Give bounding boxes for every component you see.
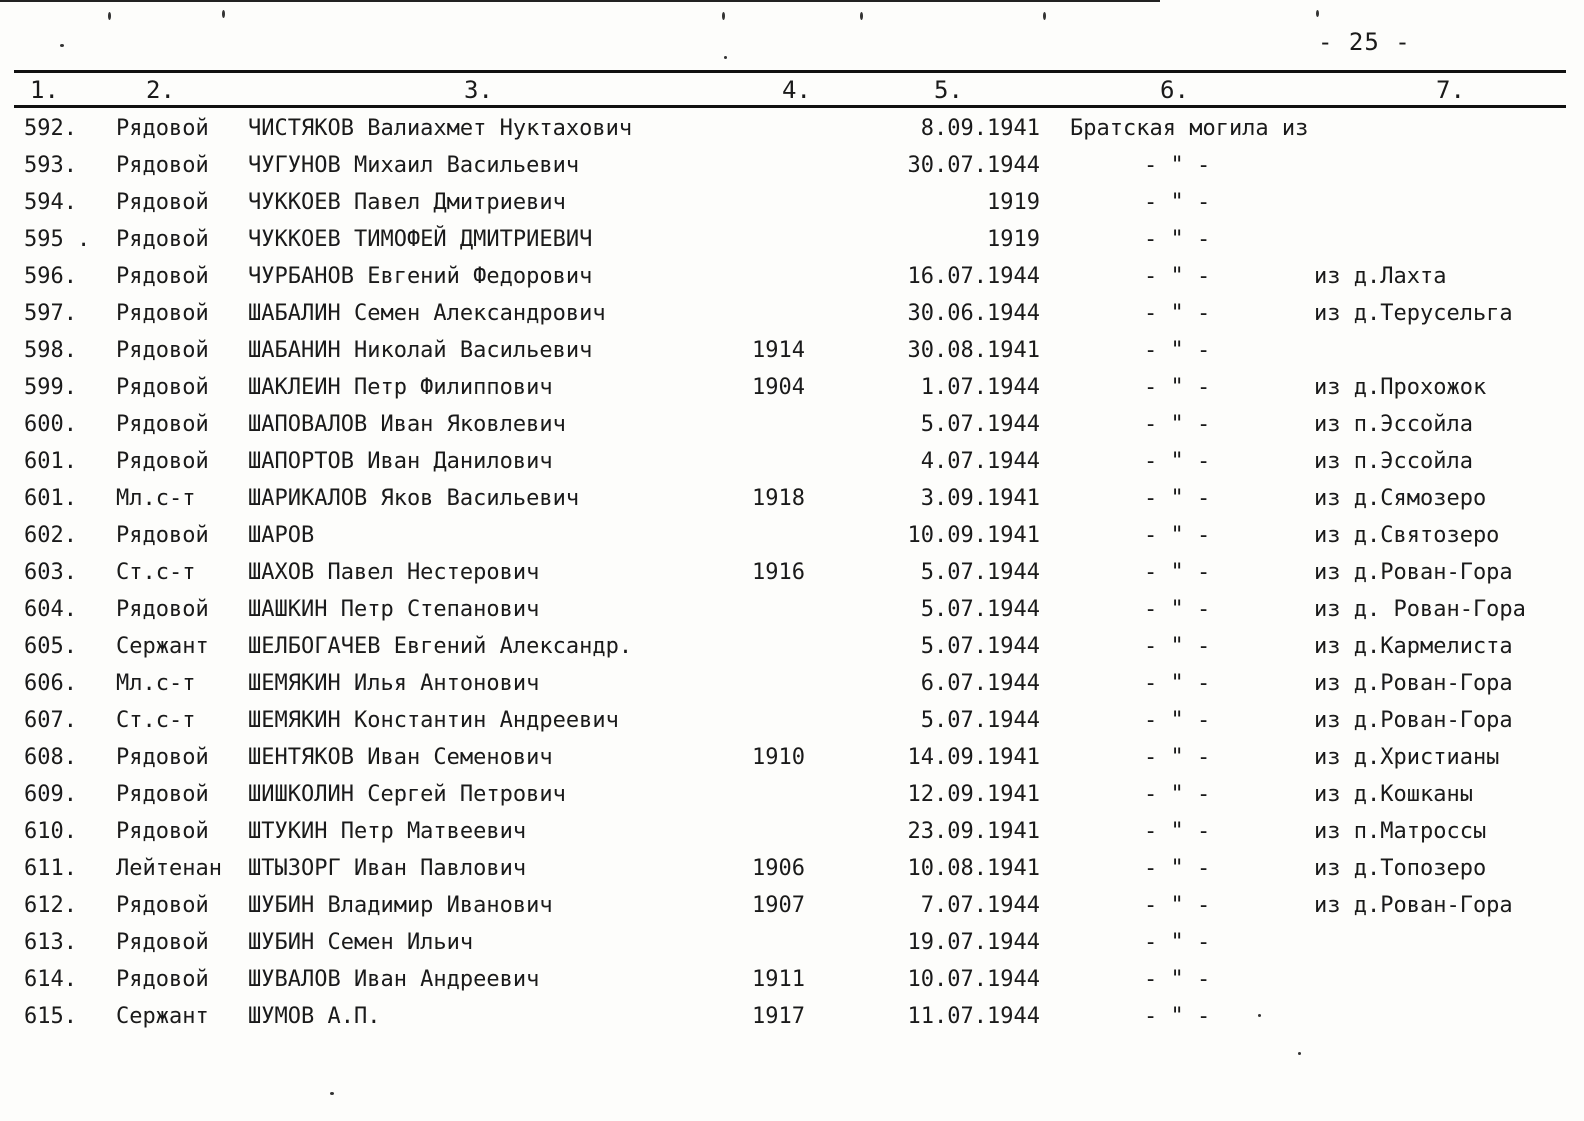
column-header-7: 7. [1436,76,1465,104]
military-rank: Рядовой [116,116,209,141]
burial-place: - " - [1144,634,1211,659]
military-rank: Мл.с-т [116,486,196,511]
origin-place: из д.Топозеро [1314,856,1487,881]
full-name: ЧУГУНОВ Михаил Васильевич [248,153,580,178]
scan-speck [108,12,111,20]
origin-place: из д.Лахта [1314,264,1447,289]
table-row [0,521,1584,558]
full-name: ШАШКИН Петр Степанович [248,597,540,622]
scan-speck [1043,12,1046,20]
origin-place: из д.Святозеро [1314,523,1500,548]
death-date: 14.09.1941 [907,745,1040,770]
table-row [0,965,1584,1002]
death-date: 30.07.1944 [907,153,1040,178]
table-row [0,447,1584,484]
origin-place: из п.Эссойла [1314,412,1473,437]
death-date: 8.09.1941 [920,116,1040,141]
death-date: 1919 [987,190,1040,215]
death-date: 7.07.1944 [920,893,1040,918]
death-date: 3.09.1941 [920,486,1040,511]
military-rank: Рядовой [116,782,209,807]
birth-year: 1907 [752,893,805,918]
origin-place: из д.Кармелиста [1314,634,1513,659]
military-rank: Рядовой [116,597,209,622]
origin-place: из д.Христианы [1314,745,1500,770]
death-date: 6.07.1944 [920,671,1040,696]
table-row [0,188,1584,225]
burial-place: - " - [1144,338,1211,363]
full-name: ШАКЛЕИН Петр Филиппович [248,375,553,400]
military-rank: Рядовой [116,338,209,363]
burial-place: Братская могила из [1070,116,1309,141]
death-date: 30.08.1941 [907,338,1040,363]
entry-number: 604. [24,597,77,622]
death-date: 5.07.1944 [920,597,1040,622]
origin-place: из д.Рован-Гора [1314,893,1513,918]
death-date: 5.07.1944 [920,708,1040,733]
entry-number: 609. [24,782,77,807]
scan-speck [722,12,725,20]
birth-year: 1911 [752,967,805,992]
top-edge-rule [0,0,1160,2]
burial-place: - " - [1144,190,1211,215]
table-row [0,669,1584,706]
table-row [0,151,1584,188]
table-row [0,706,1584,743]
table-row [0,1002,1584,1039]
table-row [0,225,1584,262]
birth-year: 1906 [752,856,805,881]
full-name: ШАРОВ [248,523,315,548]
burial-place: - " - [1144,745,1211,770]
table-row [0,262,1584,299]
death-date: 1.07.1944 [920,375,1040,400]
table-row [0,410,1584,447]
death-date: 23.09.1941 [907,819,1040,844]
entry-number: 600. [24,412,77,437]
military-rank: Рядовой [116,930,209,955]
death-date: 10.08.1941 [907,856,1040,881]
table-row [0,484,1584,521]
death-date: 4.07.1944 [920,449,1040,474]
entry-number: 596. [24,264,77,289]
military-rank: Рядовой [116,227,209,252]
column-header-3: 3. [464,76,493,104]
military-rank: Рядовой [116,301,209,326]
military-rank: Рядовой [116,967,209,992]
military-rank: Рядовой [116,190,209,215]
military-rank: Мл.с-т [116,671,196,696]
full-name: ШУВАЛОВ Иван Андреевич [248,967,540,992]
military-rank: Ст.с-т [116,560,196,585]
military-rank: Сержант [116,1004,209,1029]
entry-number: 607. [24,708,77,733]
full-name: ШАПОРТОВ Иван Данилович [248,449,553,474]
entry-number: 612. [24,893,77,918]
full-name: ШТЫЗОРГ Иван Павлович [248,856,527,881]
table-row [0,299,1584,336]
military-rank: Рядовой [116,264,209,289]
scan-speck [330,1092,334,1095]
entry-number: 601. [24,449,77,474]
full-name: ШТУКИН Петр Матвеевич [248,819,527,844]
burial-place: - " - [1144,375,1211,400]
full-name: ШУБИН Семен Ильич [248,930,474,955]
death-date: 5.07.1944 [920,412,1040,437]
full-name: ШИШКОЛИН Сергей Петрович [248,782,566,807]
death-date: 10.07.1944 [907,967,1040,992]
column-header-6: 6. [1160,76,1189,104]
table-row [0,114,1584,151]
origin-place: из д.Рован-Гора [1314,671,1513,696]
burial-place: - " - [1144,856,1211,881]
military-rank: Лейтенан [116,856,222,881]
burial-place: - " - [1144,560,1211,585]
birth-year: 1904 [752,375,805,400]
birth-year: 1918 [752,486,805,511]
burial-place: - " - [1144,967,1211,992]
entry-number: 615. [24,1004,77,1029]
burial-place: - " - [1144,930,1211,955]
burial-place: - " - [1144,597,1211,622]
header-rule-bottom [14,105,1566,108]
death-date: 11.07.1944 [907,1004,1040,1029]
entry-number: 599. [24,375,77,400]
table-row [0,373,1584,410]
burial-place: - " - [1144,671,1211,696]
table-row [0,595,1584,632]
full-name: ШУМОВ А.П. [248,1004,381,1029]
origin-place: из д.Кошканы [1314,782,1473,807]
burial-place: - " - [1144,782,1211,807]
military-rank: Рядовой [116,745,209,770]
burial-place: - " - [1144,1004,1211,1029]
burial-place: - " - [1144,486,1211,511]
death-date: 12.09.1941 [907,782,1040,807]
table-row [0,558,1584,595]
death-date: 1919 [987,227,1040,252]
burial-place: - " - [1144,264,1211,289]
death-date: 5.07.1944 [920,560,1040,585]
death-date: 30.06.1944 [907,301,1040,326]
scan-speck [60,44,64,47]
full-name: ШАБАЛИН Семен Александрович [248,301,606,326]
table-row [0,817,1584,854]
scan-speck [724,56,727,59]
full-name: ШЕНТЯКОВ Иван Семенович [248,745,553,770]
burial-place: - " - [1144,523,1211,548]
full-name: ЧУРБАНОВ Евгений Федорович [248,264,593,289]
entry-number: 602. [24,523,77,548]
origin-place: из п.Эссойла [1314,449,1473,474]
column-header-5: 5. [934,76,963,104]
full-name: ЧИСТЯКОВ Валиахмет Нуктахович [248,116,633,141]
death-date: 19.07.1944 [907,930,1040,955]
military-rank: Рядовой [116,893,209,918]
military-rank: Рядовой [116,449,209,474]
death-date: 16.07.1944 [907,264,1040,289]
full-name: ШУБИН Владимир Иванович [248,893,553,918]
burial-place: - " - [1144,819,1211,844]
table-row [0,780,1584,817]
burial-place: - " - [1144,449,1211,474]
table-row [0,336,1584,373]
entry-number: 592. [24,116,77,141]
burial-place: - " - [1144,301,1211,326]
scan-speck [860,12,863,20]
entry-number: 614. [24,967,77,992]
burial-place: - " - [1144,708,1211,733]
full-name: ЧУККОЕВ ТИМОФЕЙ ДМИТРИЕВИЧ [248,227,593,252]
military-rank: Рядовой [116,523,209,548]
entry-number: 606. [24,671,77,696]
origin-place: из д.Сямозеро [1314,486,1487,511]
entry-number: 594. [24,190,77,215]
table-row [0,743,1584,780]
entry-number: 593. [24,153,77,178]
entry-number: 603. [24,560,77,585]
birth-year: 1917 [752,1004,805,1029]
table-row [0,928,1584,965]
column-header-2: 2. [146,76,175,104]
full-name: ШАХОВ Павел Нестерович [248,560,540,585]
burial-place: - " - [1144,893,1211,918]
origin-place: из д.Рован-Гора [1314,708,1513,733]
entry-number: 608. [24,745,77,770]
full-name: ШЕМЯКИН Константин Андреевич [248,708,619,733]
entry-number: 595 . [24,227,91,252]
burial-place: - " - [1144,227,1211,252]
scan-speck [222,10,225,18]
entry-number: 613. [24,930,77,955]
origin-place: из д.Терусельга [1314,301,1513,326]
origin-place: из д.Рован-Гора [1314,560,1513,585]
origin-place: из п.Матроссы [1314,819,1487,844]
military-rank: Сержант [116,634,209,659]
military-rank: Рядовой [116,412,209,437]
military-rank: Рядовой [116,819,209,844]
entry-number: 605. [24,634,77,659]
scan-speck [1298,1052,1301,1055]
birth-year: 1910 [752,745,805,770]
page-number: - 25 - [1318,28,1411,56]
military-rank: Ст.с-т [116,708,196,733]
military-rank: Рядовой [116,375,209,400]
entry-number: 597. [24,301,77,326]
death-date: 10.09.1941 [907,523,1040,548]
table-row [0,632,1584,669]
burial-place: - " - [1144,412,1211,437]
origin-place: из д.Прохожок [1314,375,1487,400]
full-name: ШЕМЯКИН Илья Антонович [248,671,540,696]
full-name: ШАБАНИН Николай Васильевич [248,338,593,363]
birth-year: 1914 [752,338,805,363]
entry-number: 601. [24,486,77,511]
burial-place: - " - [1144,153,1211,178]
military-rank: Рядовой [116,153,209,178]
scan-speck [1316,10,1319,17]
table-row [0,854,1584,891]
entry-number: 611. [24,856,77,881]
column-header-4: 4. [782,76,811,104]
column-header-1: 1. [30,76,59,104]
header-rule-top [14,70,1566,73]
full-name: ШЕЛБОГАЧЕВ Евгений Александр. [248,634,633,659]
birth-year: 1916 [752,560,805,585]
full-name: ШАРИКАЛОВ Яков Васильевич [248,486,580,511]
entry-number: 598. [24,338,77,363]
table-row [0,891,1584,928]
origin-place: из д. Рован-Гора [1314,597,1526,622]
full-name: ШАПОВАЛОВ Иван Яковлевич [248,412,566,437]
entry-number: 610. [24,819,77,844]
death-date: 5.07.1944 [920,634,1040,659]
full-name: ЧУККОЕВ Павел Дмитриевич [248,190,566,215]
